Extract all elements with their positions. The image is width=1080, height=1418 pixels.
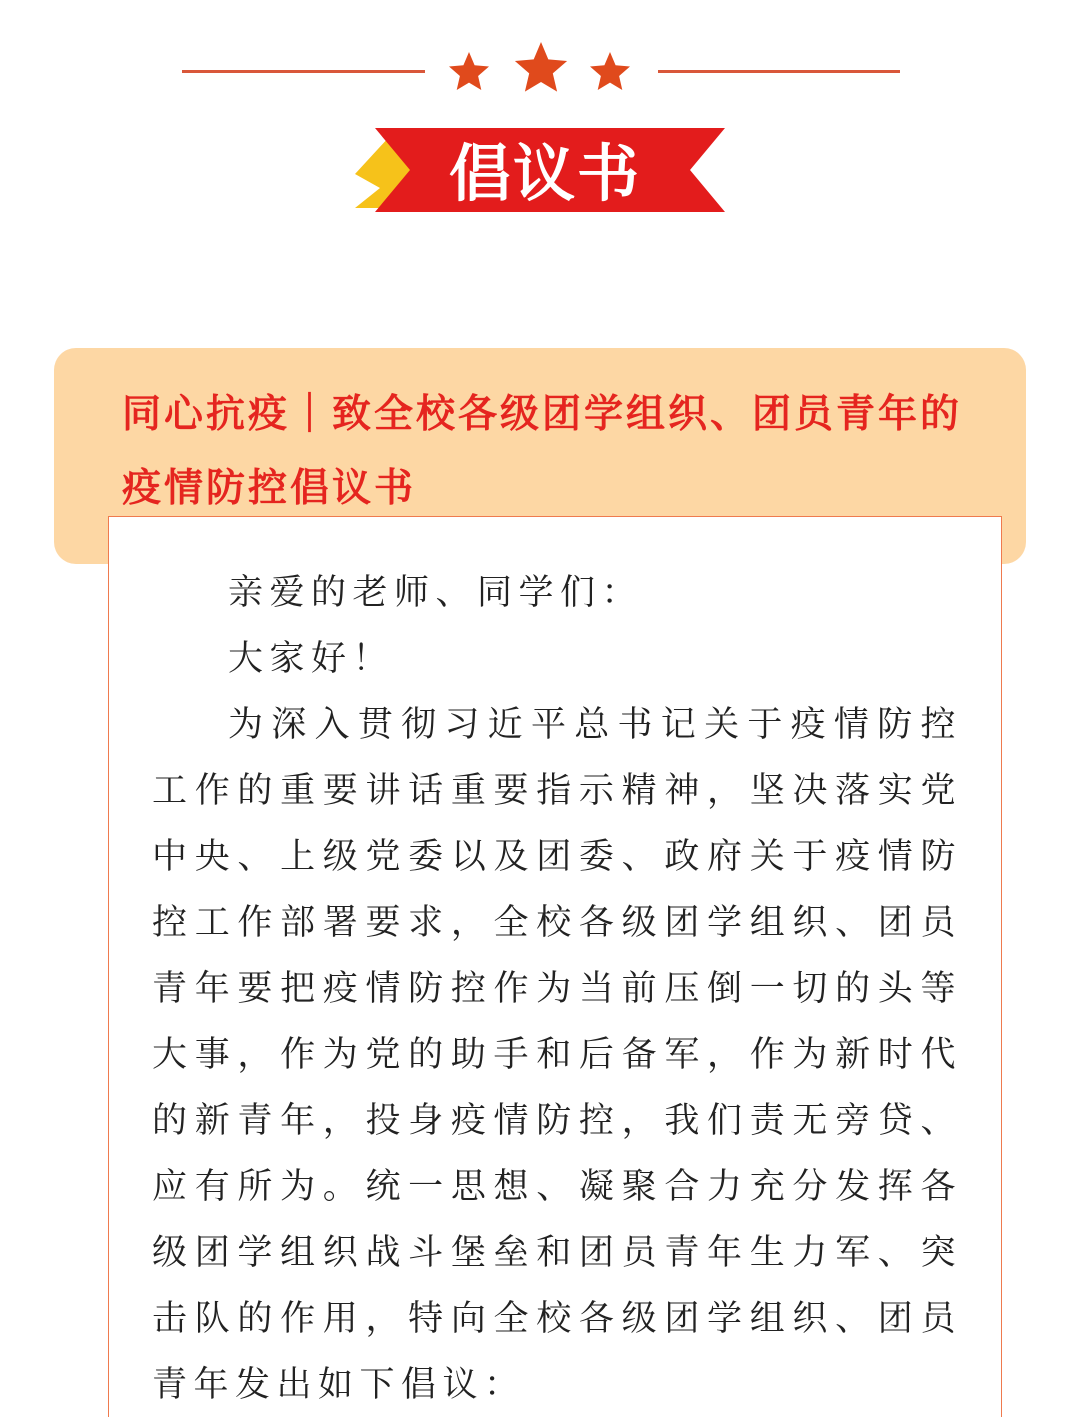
article-headline: 同心抗疫｜致全校各级团学组织、团员青年的疫情防控倡议书: [122, 392, 963, 511]
letter-greeting: 大家好！: [228, 639, 395, 679]
letter-salutation: 亲爱的老师、同学们：: [228, 573, 644, 613]
decorative-rule-right: [658, 70, 900, 73]
letter-paragraph: 为深入贯彻习近平总书记关于疫情防控工作的重要讲话重要指示精神，坚决落实党中央、上级党委以及团委、政府关于疫情防控工作部署要求，全校各级团学组织、团员青年要把疫情防控作为当前压倒一切的头等大事，作为党的助手和后备军，作为新时代的新青年，投身疫情防控，我们责无旁贷、应有所为。统一思想、凝聚合力充分发挥各级团学组织战斗堡垒和团员青年生力军、突击队的作用，特向全校各级团学组织、团员青年发出如下倡议：: [152, 705, 962, 1405]
star-icon: [590, 52, 630, 90]
stars-ornament: [440, 38, 640, 108]
star-icon: [449, 52, 489, 90]
star-icon: [515, 42, 567, 92]
decorative-rule-left: [182, 70, 425, 73]
banner-title: 倡议书: [448, 136, 641, 210]
letter-body: [152, 560, 962, 1418]
